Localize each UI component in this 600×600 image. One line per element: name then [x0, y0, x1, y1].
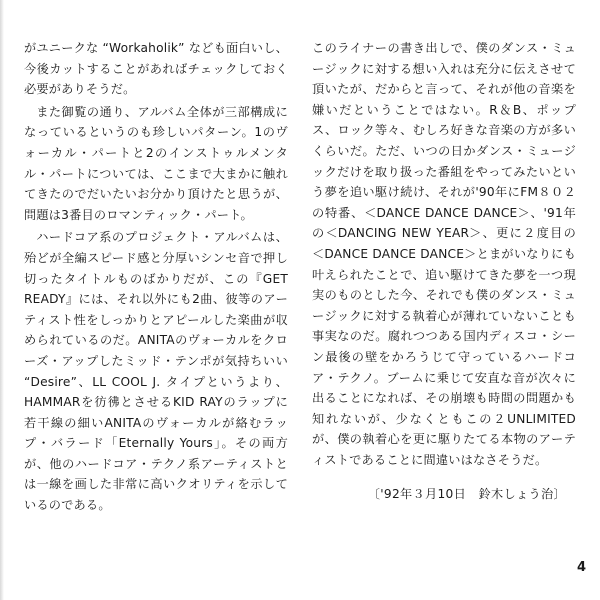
right-text-column: [312, 38, 576, 472]
paragraph: がユニークな “Workaholik” なども面白いし、今後カットすることがあればチェックしておく必要がありそうだ。: [24, 41, 288, 97]
paragraph: このライナーの書き出しで、僕のダンス・ミュージックに対する想い入れは充分に伝えさせて頂いたが、だからと言って、それが他の音楽を嫌いだということではない。R＆B、ポップス、ロック等々、むしろ好きな音楽の方が多いくらいだ。ただ、いつの日かダンス・ミュージックだけを取り扱った番組をやってみたいという夢を追い駆け続け、それが'90年にFM８０２の特番、＜DANCE DANCE DANCE＞、'91年の＜DANCING NEW YEAR＞、更に２度目の＜DANCE DANCE DANCE＞とまがいなりにも叶えられたことで、追い駆けてきた夢を一つ現実のものとした今、それでも僕のダンス・ミュージックに対する執着心が薄れていないことも事実なのだ。腐れつつある国内ディスコ・シーン最後の壁をかろうじて守っているハードコア・テクノ。ブームに乗じて安直な音が次々に出ることになれば、その崩壊も時間の問題かも知れないが、少なくともこの２UNLIMITEDが、僕の執着心を更に駆りたてる本物のアーティストであることに間違いはなさそうだ。: [312, 41, 576, 467]
left-text-column: [24, 38, 288, 518]
page-edge-shadow: [0, 0, 4, 600]
paragraph: ハードコア系のプロジェクト・アルバムは、殆どが全編スピード感と分厚いシンセ音で押し切ったタイトルものばかりだが、この『GET READY』には、それ以外にも2曲、彼等のアーティスト性をしっかりとアピールした楽曲が収められているのだ。ANITAのヴォーカルをクローズ・アップしたミッド・テンポが気持ちいい “Desire”、LL COOL J. タイプというより、HAMMARを彷彿とさせるKID RAYのラップに若干線の細いANITAのヴォーカルが絡むラップ・バラード「Eternally Yours」。その両方が、他のハードコア・テクノ系アーティストとは一線を画した非常に高いクオリティを示しているのである。: [24, 230, 288, 513]
page-number: 4: [576, 560, 586, 575]
author-signature: 〔'92年３月10日 鈴木しょう治〕: [367, 487, 566, 501]
paragraph: また御覧の通り、アルバム全体が三部構成になっているというのも珍しいパターン。1のヴォーカル・パートと2のインストゥルメンタル・パートについては、ここまで大まかに触れてきたのでだいたいお分かり頂けたと思うが、問題は3番目のロマンティック・パート。: [24, 104, 288, 222]
